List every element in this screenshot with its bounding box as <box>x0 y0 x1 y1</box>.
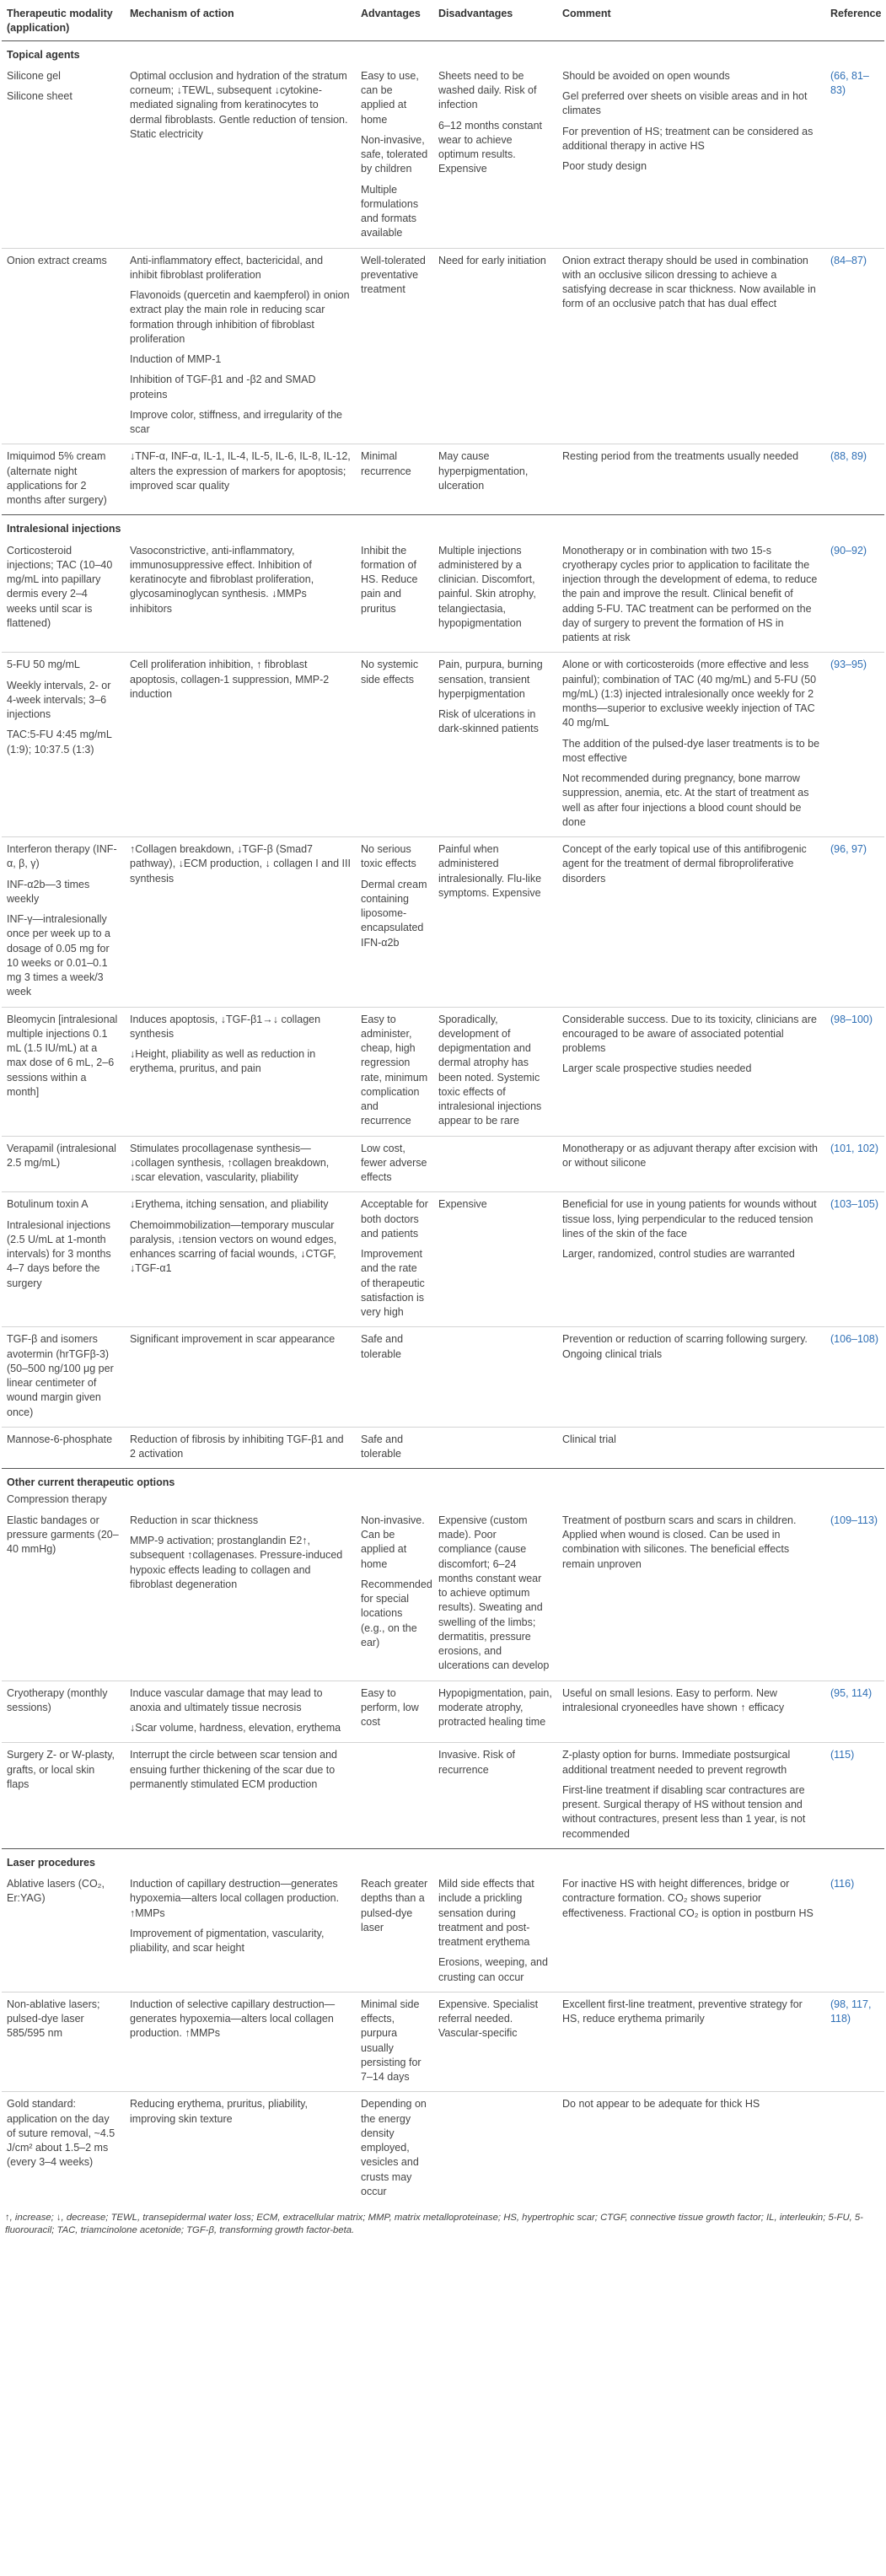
cell-mechanism <box>125 539 356 653</box>
cell-comment-line: Clinical trial <box>562 1433 616 1445</box>
cell-comment-line: Beneficial for use in young patients for wounds without tissue loss, lying perpendicular to the reduced tension lines of the skin of the face <box>562 1198 817 1240</box>
table-row <box>2 1508 884 1681</box>
cell-modality <box>2 1508 125 1681</box>
cell-advantages-line: Easy to perform, low cost <box>361 1686 419 1728</box>
cell-comment <box>557 2092 825 2206</box>
cell-advantages <box>356 1327 433 1428</box>
table-row <box>2 653 884 837</box>
cell-disadvantages-line: Expensive <box>438 1198 487 1211</box>
cell-modality <box>2 1872 125 1992</box>
cell-reference-link[interactable]: (93–95) <box>825 653 884 837</box>
cell-reference-link[interactable]: (95, 114) <box>825 1681 884 1743</box>
cell-comment-line: Larger scale prospective studies needed <box>562 1062 752 1075</box>
section-title: Laser procedures <box>2 1848 884 1872</box>
cell-modality-line: Elastic bandages or pressure garments (20–40 mmHg) <box>7 1514 119 1556</box>
cell-mechanism <box>125 837 356 1008</box>
cell-disadvantages-line: Erosions, weeping, and crusting can occur <box>438 1956 548 1983</box>
cell-modality <box>2 1743 125 1849</box>
table-row <box>2 837 884 1008</box>
header-comment: Comment <box>557 3 825 40</box>
cell-advantages <box>356 64 433 248</box>
cell-comment-line: Do not appear to be adequate for thick HS <box>562 2098 760 2111</box>
cell-modality-line: TAC:5-FU 4:45 mg/mL (1:9); 10:37.5 (1:3) <box>7 729 112 756</box>
cell-advantages <box>356 1743 433 1849</box>
cell-mechanism-line: Anti-inflammatory effect, bactericidal, and inhibit fibroblast proliferation <box>130 254 324 281</box>
cell-mechanism-line: Reduction of fibrosis by inhibiting TGF-β1 and 2 activation <box>130 1433 344 1460</box>
cell-comment-line: Concept of the early topical use of this antifibrogenic agent for the treatment of dermal fibroproliferative disorders <box>562 843 807 885</box>
cell-modality-line: Non-ablative lasers; pulsed-dye laser 585/595 nm <box>7 1998 100 2040</box>
cell-mechanism <box>125 1992 356 2092</box>
cell-advantages-line: Minimal recurrence <box>361 450 411 477</box>
cell-advantages-line: Low cost, fewer adverse effects <box>361 1142 427 1183</box>
table-row <box>2 1192 884 1327</box>
cell-comment-line: Not recommended during pregnancy, bone marrow suppression, anemia, etc. At the start of treatment as well as after four injections a blood count should be done <box>562 772 809 828</box>
cell-reference-link[interactable]: (101, 102) <box>825 1136 884 1192</box>
cell-disadvantages-line: Expensive. Specialist referral needed. Vascular-specific <box>438 1998 539 2040</box>
cell-mechanism-line: MMP-9 activation; prostanglandin E2↑, subsequent ↑collagenases. Pressure-induced hypoxic effects leading to collagen and fibroblast degeneration <box>130 1535 343 1590</box>
cell-comment-line: Prevention or reduction of scarring following surgery. Ongoing clinical trials <box>562 1333 808 1360</box>
cell-reference-link[interactable]: (88, 89) <box>830 450 867 463</box>
section-subtitle: Compression therapy <box>7 1492 107 1505</box>
cell-mechanism-line: Vasoconstrictive, anti-inflammatory, immunosuppressive effect. Inhibition of keratinocyte and fibroblast proliferation, glycosaminoglycan synthesis. ↓MMPs inhibitors <box>130 544 314 615</box>
cell-advantages-line: Safe and tolerable <box>361 1433 404 1460</box>
section-subtitle-row <box>2 1492 884 1508</box>
cell-reference-link[interactable]: (116) <box>825 1872 884 1992</box>
cell-advantages-line: Reach greater depths than a pulsed-dye laser <box>361 1878 428 1933</box>
cell-advantages <box>356 2092 433 2206</box>
cell-disadvantages <box>433 653 557 837</box>
cell-disadvantages-line: Multiple injections administered by a clinician. Discomfort, painful. Skin atrophy, telangiectasia, hypopigmentation <box>438 544 536 629</box>
cell-modality-line: Cryotherapy (monthly sessions) <box>7 1686 108 1713</box>
cell-disadvantages-line: 6–12 months constant wear to achieve optimum results. Expensive <box>438 119 542 175</box>
header-reference: Reference <box>825 3 884 40</box>
cell-reference-link[interactable]: (98, 117, 118) <box>825 1992 884 2092</box>
cell-disadvantages-line: Risk of ulcerations in dark-skinned patients <box>438 708 539 735</box>
cell-disadvantages <box>433 248 557 444</box>
cell-mechanism <box>125 1327 356 1428</box>
cell-mechanism-line: Cell proliferation inhibition, ↑ fibroblast apoptosis, collagen-1 suppression, MMP-2 induction <box>130 659 330 700</box>
cell-comment-line: Alone or with corticosteroids (more effective and less painful); combination of TAC (40 mg/mL) and 5-FU (50 mg/mL) (1:3) injected intralesionally once weekly for 2 months—superior to exclusive weekly injection of TAC 40 mg/mL <box>562 659 817 729</box>
cell-modality <box>2 1427 125 1469</box>
cell-advantages-line: Depending on the energy density employed, vesicles and crusts may occur <box>361 2098 427 2197</box>
cell-comment <box>557 1743 825 1849</box>
cell-mechanism-line: Interrupt the circle between scar tension and ensuing further thickening of the scar due to permanently stimulated ECM production <box>130 1749 337 1790</box>
cell-comment-line: Resting period from the treatments usually needed <box>562 450 799 463</box>
cell-mechanism-line: Induction of capillary destruction—generates hypoxemia—alters local collagen production. ↑MMPs <box>130 1878 340 1919</box>
cell-advantages-line: Recommended for special locations (e.g., on the ear) <box>361 1578 432 1648</box>
cell-modality-line: Gold standard: application on the day of suture removal, ~4.5 J/cm² about 1.5–2 ms (every 3–4 weeks) <box>7 2098 115 2169</box>
cell-comment <box>557 1136 825 1192</box>
cell-advantages-line: Well-tolerated preventative treatment <box>361 254 426 295</box>
cell-modality <box>2 1327 125 1428</box>
cell-disadvantages <box>433 1327 557 1428</box>
cell-reference-link[interactable] <box>825 1427 884 1469</box>
table-row <box>2 1007 884 1136</box>
cell-mechanism-line: Reduction in scar thickness <box>130 1514 259 1526</box>
table-footnote: ↑, increase; ↓, decrease; TEWL, transepidermal water loss; ECM, extracellular matrix; MMP, matrix metalloproteinase; HS, hypertrophic scar; CTGF, connective tissue growth factor; IL, interleukin; 5-FU, 5-fluorouracil; TAC, triamcinolone acetonide; TGF-β, transforming growth factor-beta. <box>5 2213 863 2236</box>
section-title: Intralesional injections <box>2 515 884 539</box>
cell-modality <box>2 1681 125 1743</box>
cell-comment-line: Poor study design <box>562 160 647 172</box>
cell-mechanism-line: Improve color, stiffness, and irregularity of the scar <box>130 408 342 435</box>
table-row <box>2 1743 884 1849</box>
cell-reference-link[interactable]: (98–100) <box>825 1007 884 1136</box>
cell-advantages-line: Non-invasive. Can be applied at home <box>361 1514 425 1570</box>
cell-advantages <box>356 837 433 1008</box>
cell-modality-line: 5-FU 50 mg/mL <box>7 659 80 671</box>
cell-modality-line: Intralesional injections (2.5 U/mL at 1-month intervals) for 3 months 4–7 days before the surgery <box>7 1218 111 1289</box>
cell-modality-line: INF-γ—intralesionally once per week up to a dosage of 0.05 mg for 10 weeks or 0.01–0.1 mg 3 times a week/3 week <box>7 913 110 998</box>
cell-advantages <box>356 1872 433 1992</box>
cell-advantages-line: Improvement and the rate of therapeutic satisfaction is very high <box>361 1248 425 1318</box>
cell-comment <box>557 539 825 653</box>
cell-advantages-line: No systemic side effects <box>361 659 419 686</box>
cell-advantages <box>356 1192 433 1327</box>
cell-modality <box>2 1992 125 2092</box>
cell-advantages-line: No serious toxic effects <box>361 843 416 870</box>
cell-mechanism-line: ↓Erythema, itching sensation, and pliability <box>130 1198 329 1211</box>
cell-advantages <box>356 1508 433 1681</box>
cell-mechanism <box>125 2092 356 2206</box>
cell-reference-link[interactable]: (84–87) <box>825 248 884 444</box>
cell-comment-line: First-line treatment if disabling scar contractures are present. Surgical therapy of HS without tension and without contractures, present less than 1 year, is not recommended <box>562 1783 806 1840</box>
cell-comment-line: Monotherapy or as adjuvant therapy after excision with or without silicone <box>562 1142 818 1169</box>
cell-disadvantages-line: Sheets need to be washed daily. Risk of infection <box>438 69 537 111</box>
cell-comment-line: Should be avoided on open wounds <box>562 69 730 82</box>
cell-disadvantages <box>433 1192 557 1327</box>
cell-advantages <box>356 1681 433 1743</box>
cell-comment-line: Onion extract therapy should be used in combination with an occlusive silicon dressing to achieve a satisfying decrease in scar thickness. Now available in form of an occlusive patch that has dual effect <box>562 254 816 310</box>
table-row <box>2 248 884 444</box>
cell-modality-line: TGF-β and isomers avotermin (hrTGFβ-3) (50–500 ng/100 μg per linear centimeter of wound margin given once) <box>7 1333 114 1418</box>
cell-advantages-line: Safe and tolerable <box>361 1333 404 1360</box>
cell-mechanism <box>125 1872 356 1992</box>
cell-modality <box>2 1007 125 1136</box>
cell-advantages-line: Multiple formulations and formats available <box>361 183 419 239</box>
cell-advantages-line: Easy to use, can be applied at home <box>361 69 419 126</box>
cell-modality-line: Verapamil (intralesional 2.5 mg/mL) <box>7 1142 116 1169</box>
cell-mechanism <box>125 1136 356 1192</box>
cell-advantages <box>356 1427 433 1469</box>
cell-comment <box>557 837 825 1008</box>
cell-modality-line: Botulinum toxin A <box>7 1198 89 1211</box>
cell-disadvantages <box>433 1007 557 1136</box>
cell-comment <box>557 64 825 248</box>
cell-comment <box>557 653 825 837</box>
cell-advantages-line: Dermal cream containing liposome-encapsulated IFN-α2b <box>361 878 427 949</box>
cell-mechanism-line: ↑Collagen breakdown, ↓TGF-β (Smad7 pathway), ↓ECM production, ↓ collagen I and III synthesis <box>130 843 351 885</box>
cell-reference-link[interactable]: (106–108) <box>825 1327 884 1428</box>
cell-advantages <box>356 444 433 515</box>
cell-mechanism-line: Induce vascular damage that may lead to anoxia and ultimately tissue necrosis <box>130 1686 323 1713</box>
cell-modality <box>2 444 125 515</box>
header-advantages: Advantages <box>356 3 433 40</box>
cell-modality <box>2 1136 125 1192</box>
header-mechanism: Mechanism of action <box>125 3 356 40</box>
section-heading-row <box>2 40 884 64</box>
cell-reference-link[interactable]: (109–113) <box>825 1508 884 1681</box>
cell-mechanism-line: ↓Scar volume, hardness, elevation, erythema <box>130 1722 341 1734</box>
cell-comment <box>557 248 825 444</box>
cell-comment-line: Treatment of postburn scars and scars in children. Applied when wound is closed. Can be used in combination with silicones. The beneficial effects remain unproven <box>562 1514 797 1570</box>
cell-disadvantages-line: May cause hyperpigmentation, ulceration <box>438 450 529 492</box>
section-heading-row <box>2 1469 884 1492</box>
header-disadvantages: Disadvantages <box>433 3 557 40</box>
cell-comment <box>557 1192 825 1327</box>
cell-modality-line: Interferon therapy (INF-α, β, γ) <box>7 843 117 870</box>
table-row <box>2 1992 884 2092</box>
table-row <box>2 1136 884 1192</box>
cell-comment-line: Larger, randomized, control studies are warranted <box>562 1248 795 1260</box>
cell-disadvantages-line: Need for early initiation <box>438 254 546 266</box>
cell-modality-line: Surgery Z- or W-plasty, grafts, or local skin flaps <box>7 1749 115 1790</box>
table-row <box>2 1427 884 1469</box>
cell-disadvantages <box>433 64 557 248</box>
cell-mechanism <box>125 1192 356 1327</box>
cell-comment-line: Gel preferred over sheets on visible areas and in hot climates <box>562 90 808 117</box>
table-row <box>2 539 884 653</box>
cell-mechanism-line: Flavonoids (quercetin and kaempferol) in onion extract play the main role in reducing scar formation through inhibition of fibroblast proliferation <box>130 289 350 345</box>
cell-modality-line: Mannose-6-phosphate <box>7 1433 113 1445</box>
cell-disadvantages <box>433 1992 557 2092</box>
cell-modality-line: Weekly intervals, 2- or 4-week intervals; 3–6 injections <box>7 679 111 720</box>
cell-mechanism-line: Reducing erythema, pruritus, pliability, improving skin texture <box>130 2098 308 2125</box>
cell-mechanism <box>125 1681 356 1743</box>
cell-modality <box>2 653 125 837</box>
cell-disadvantages-line: Expensive (custom made). Poor compliance (cause discomfort; 6–24 months constant wear to achieve optimum results). Sweating and swelling of the limbs; dermatitis, pressure erosions, and ulcerations can develop <box>438 1514 550 1672</box>
cell-mechanism-line: ↓Height, pliability as well as reduction in erythema, pruritus, and pain <box>130 1048 316 1075</box>
cell-mechanism-line: Optimal occlusion and hydration of the stratum corneum; ↓TEWL, subsequent ↓cytokine-mediated signaling from keratinocytes to dermal fibroblasts. Gentle reduction of tension. Static electricity <box>130 69 348 140</box>
cell-disadvantages-line: Pain, purpura, burning sensation, transient hyperpigmentation <box>438 659 543 700</box>
cell-disadvantages <box>433 539 557 653</box>
cell-comment-line: Monotherapy or in combination with two 15-s cryotherapy cycles prior to application to facilitate the injection through the development of edema, to reduce the pain and improve the result. Clinical benefit of adding 5-FU. TAC treatment can be performed on the day of surgery to prevent the formation of HS in patients at risk <box>562 544 818 643</box>
table-row <box>2 1327 884 1428</box>
cell-mechanism-line: Inhibition of TGF-β1 and -β2 and SMAD proteins <box>130 374 316 401</box>
cell-modality <box>2 539 125 653</box>
cell-comment <box>557 1681 825 1743</box>
cell-mechanism-line: Stimulates procollagenase synthesis—↓collagen synthesis, ↑collagen breakdown, ↓scar elevation, vascularity, pliability <box>130 1142 330 1183</box>
cell-disadvantages-line: Painful when administered intralesionally. Flu-like symptoms. Expensive <box>438 843 542 899</box>
cell-mechanism-line: Induction of MMP-1 <box>130 353 222 365</box>
cell-comment <box>557 1327 825 1428</box>
cell-reference-link[interactable] <box>825 2092 884 2206</box>
cell-mechanism-line: Induces apoptosis, ↓TGF-β1→↓ collagen synthesis <box>130 1013 321 1040</box>
cell-mechanism <box>125 653 356 837</box>
cell-disadvantages <box>433 1681 557 1743</box>
cell-modality-line: INF-α2b—3 times weekly <box>7 878 90 905</box>
section-heading-row <box>2 1848 884 1872</box>
cell-disadvantages <box>433 1508 557 1681</box>
cell-mechanism <box>125 1743 356 1849</box>
cell-mechanism-line: Significant improvement in scar appearance <box>130 1333 336 1346</box>
cell-advantages <box>356 1992 433 2092</box>
cell-disadvantages-line: Sporadically, development of depigmentation and dermal atrophy has been noted. Systemic toxic effects of intralesional injections appear to be rare <box>438 1013 542 1127</box>
cell-disadvantages <box>433 1427 557 1469</box>
cell-mechanism <box>125 248 356 444</box>
cell-reference-link[interactable]: (103–105) <box>825 1192 884 1327</box>
section-title: Other current therapeutic options <box>2 1469 884 1492</box>
table-body <box>2 40 884 2206</box>
table-row <box>2 64 884 248</box>
cell-advantages <box>356 1136 433 1192</box>
cell-comment <box>557 444 825 515</box>
cell-mechanism-line: Induction of selective capillary destruction—generates hypoxemia—alters local collagen production. ↑MMPs <box>130 1998 336 2040</box>
cell-modality-line: Imiquimod 5% cream (alternate night applications for 2 months after surgery) <box>7 450 107 506</box>
cell-mechanism-line: ↓TNF-α, INF-α, IL-1, IL-4, IL-5, IL-6, IL-8, IL-12, alters the expression of markers for apoptosis; improved scar quality <box>130 450 351 492</box>
table-row <box>2 1681 884 1743</box>
cell-advantages-line: Acceptable for both doctors and patients <box>361 1198 428 1240</box>
cell-comment <box>557 1508 825 1681</box>
cell-advantages-line: Non-invasive, safe, tolerated by children <box>361 133 428 175</box>
cell-modality-line: Ablative lasers (CO₂, Er:YAG) <box>7 1878 105 1905</box>
cell-mechanism <box>125 1007 356 1136</box>
cell-comment-line: Considerable success. Due to its toxicity, clinicians are encouraged to be aware of associated potential problems <box>562 1013 817 1054</box>
header-modality: Therapeutic modality (application) <box>2 3 125 40</box>
cell-comment <box>557 1427 825 1469</box>
cell-comment <box>557 1872 825 1992</box>
cell-reference-link[interactable]: (90–92) <box>825 539 884 653</box>
cell-comment-line: For prevention of HS; treatment can be considered as additional therapy in active HS <box>562 125 814 152</box>
cell-modality-line: Silicone gel <box>7 69 61 82</box>
cell-modality <box>2 248 125 444</box>
table-row <box>2 1872 884 1992</box>
cell-disadvantages <box>433 1136 557 1192</box>
therapeutic-modalities-table <box>2 3 884 2206</box>
cell-disadvantages <box>433 2092 557 2206</box>
table-row <box>2 444 884 515</box>
cell-mechanism <box>125 1508 356 1681</box>
cell-modality-line: Silicone sheet <box>7 90 72 102</box>
cell-advantages-line: Easy to administer, cheap, high regression rate, minimum complication and recurrence <box>361 1013 428 1127</box>
cell-comment-line: The addition of the pulsed-dye laser treatments is to be most effective <box>562 737 820 764</box>
cell-comment-line: Z-plasty option for burns. Immediate postsurgical additional treatment needed to prevent regrowth <box>562 1749 791 1776</box>
cell-reference-link[interactable]: (115) <box>830 1749 855 1761</box>
cell-disadvantages <box>433 1743 557 1849</box>
cell-mechanism <box>125 444 356 515</box>
cell-comment-line: Excellent first-line treatment, preventive strategy for HS, reduce erythema primarily <box>562 1998 803 2025</box>
cell-mechanism-line: Chemoimmobilization—temporary muscular paralysis, ↓tension vectors on wound edges, enhances scarring of facial wounds, ↓CTGF, ↓TGF-α1 <box>130 1218 337 1275</box>
cell-disadvantages-line: Hypopigmentation, pain, moderate atrophy, protracted healing time <box>438 1686 552 1728</box>
cell-advantages <box>356 1007 433 1136</box>
cell-disadvantages <box>433 837 557 1008</box>
section-title: Topical agents <box>2 40 884 64</box>
cell-modality-line: Bleomycin [intralesional multiple injections 0.1 mL (1.5 IU/mL) at a max dose of 6 mL, 2–6 sessions within a month] <box>7 1013 118 1098</box>
cell-advantages-line: Minimal side effects, purpura usually persisting for 7–14 days <box>361 1998 422 2083</box>
cell-modality <box>2 837 125 1008</box>
cell-advantages-line: Inhibit the formation of HS. Reduce pain and pruritus <box>361 544 418 615</box>
cell-modality <box>2 64 125 248</box>
table-row <box>2 2092 884 2206</box>
cell-reference-link[interactable]: (96, 97) <box>825 837 884 1008</box>
cell-comment <box>557 1992 825 2092</box>
cell-comment-line: For inactive HS with height differences, bridge or contracture formation. CO₂ shows superior effectiveness. Fractional CO₂ is option in postburn HS <box>562 1878 814 1919</box>
cell-advantages <box>356 248 433 444</box>
cell-comment <box>557 1007 825 1136</box>
section-heading-row <box>2 515 884 539</box>
cell-mechanism <box>125 1427 356 1469</box>
cell-modality-line: Onion extract creams <box>7 254 107 266</box>
cell-disadvantages <box>433 444 557 515</box>
cell-comment-line: Useful on small lesions. Easy to perform. New intralesional cryoneedles have shown ↑ efficacy <box>562 1686 785 1713</box>
cell-advantages <box>356 653 433 837</box>
cell-advantages <box>356 539 433 653</box>
cell-reference-link[interactable]: (66, 81–83) <box>825 64 884 248</box>
cell-disadvantages-line: Mild side effects that include a prickling sensation during treatment and post-treatment erythema <box>438 1878 534 1948</box>
cell-disadvantages-line: Invasive. Risk of recurrence <box>438 1749 516 1776</box>
cell-modality <box>2 1192 125 1327</box>
cell-modality <box>2 2092 125 2206</box>
header-row <box>2 3 884 40</box>
cell-modality-line: Corticosteroid injections; TAC (10–40 mg/mL into papillary dermis every 2–4 weeks until scar is flattened) <box>7 544 113 629</box>
cell-disadvantages <box>433 1872 557 1992</box>
cell-mechanism-line: Improvement of pigmentation, vascularity, pliability, and scar height <box>130 1927 325 1954</box>
cell-mechanism <box>125 64 356 248</box>
